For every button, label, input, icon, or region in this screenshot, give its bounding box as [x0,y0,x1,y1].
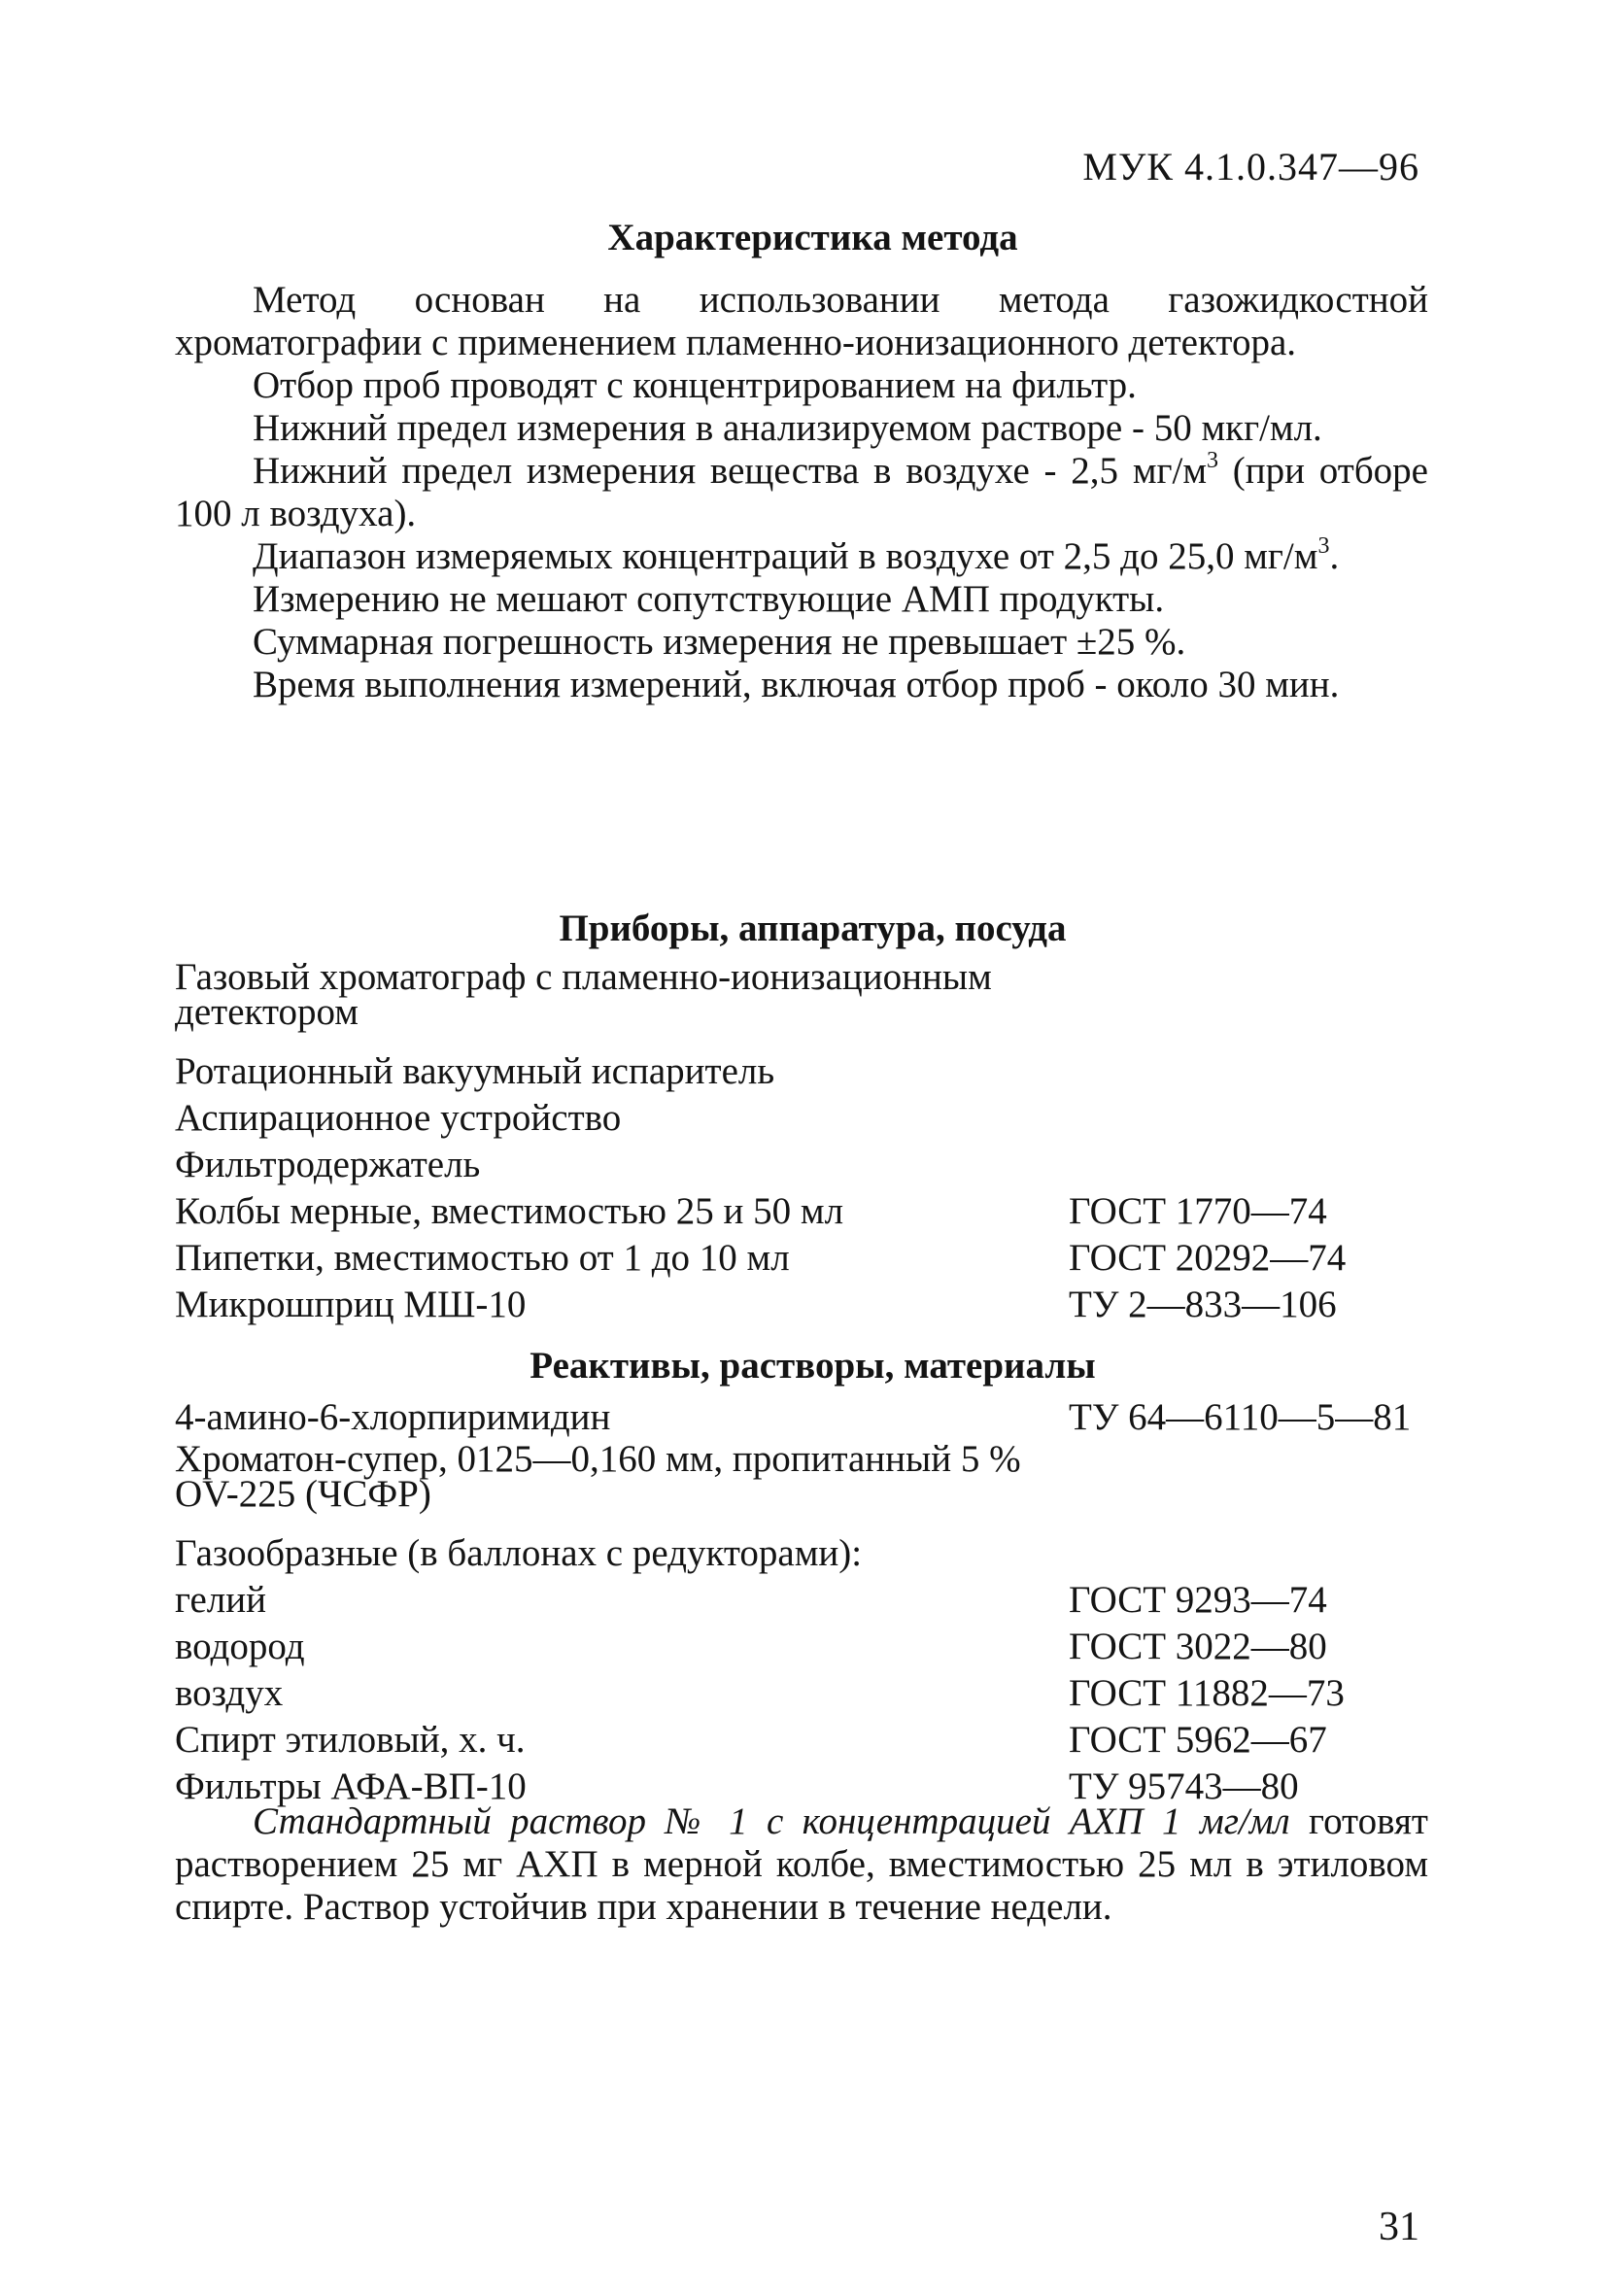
reagents-list [175,1395,1477,1811]
paragraph-lower-limit-solution: Нижний предел измерения в анализируемом растворе - 50 мкг/мл. [253,407,1322,449]
list-item [175,1143,1477,1189]
item-standard: ГОСТ 3022—80 [1069,1626,1327,1667]
paragraph-interference: Измерению не мешают сопутствующие АМП продукты. [253,578,1165,620]
paragraph-duration: Время выполнения измерений, включая отбор проб - около 30 мин. [253,664,1340,705]
list-item [175,1049,1477,1096]
list-item [175,1718,1477,1765]
item-name: Газообразные (в баллонах с редукторами): [175,1532,863,1574]
item-standard: ТУ 95743—80 [1069,1765,1299,1807]
item-standard: ТУ 64—6110—5—81 [1069,1396,1412,1438]
item-name: Фильтры АФА-ВП-10 [175,1765,527,1807]
text-fragment: (при отборе 100 л воздуха). [175,450,1428,534]
page-number: 31 [1379,2205,1419,2249]
solution-text: готовят растворением 25 мг АХП в мерной колбе, вместимостью 25 мл в этиловом спирте. Раствор устойчив при хранении в течение недели. [175,1800,1428,1928]
list-item [175,956,1477,1049]
item-name: Фильтродержатель [175,1144,481,1185]
document-code: МУК 4.1.0.347—96 [1082,145,1419,188]
paragraph-method-basis: Метод основан на использовании метода газожидкостной хроматографии с применением пламенно-ионизационного детектора. [175,279,1428,363]
list-item [175,1189,1477,1236]
paragraph-sampling: Отбор проб проводят с концентрированием на фильтр. [253,364,1137,406]
paragraph-lower-limit-air [175,450,1428,535]
list-item [175,1578,1477,1625]
equipment-list [175,956,1477,1329]
list-item [175,1283,1477,1329]
list-item [175,1395,1477,1442]
item-name: Хроматон-супер, 0125—0,160 мм, пропитанный 5 % OV-225 (ЧСФР) [175,1438,1021,1515]
item-standard: ГОСТ 1770—74 [1069,1190,1327,1232]
item-name: Колбы мерные, вместимостью 25 и 50 мл [175,1190,844,1232]
list-item [175,1671,1477,1718]
section-title-equipment: Приборы, аппаратура, посуда [559,908,1067,949]
item-standard: ГОСТ 9293—74 [1069,1579,1327,1621]
text-fragment: Нижний предел измерения вещества в воздухе - 2,5 мг/м [253,450,1208,492]
item-name: Микрошприц МШ-10 [175,1284,527,1325]
text-fragment: Диапазон измеряемых концентраций в воздухе от 2,5 до 25,0 мг/м [253,535,1318,577]
item-name: Газовый хроматограф с пламенно-ионизационным детектором [175,956,992,1033]
superscript: 3 [1207,448,1219,473]
superscript: 3 [1317,533,1330,559]
text-fragment: . [1329,535,1340,577]
item-name: Аспирационное устройство [175,1097,622,1139]
item-standard: ГОСТ 20292—74 [1069,1237,1347,1279]
list-item [175,1531,1477,1578]
item-name: воздух [175,1672,284,1714]
paragraph-range [175,535,1428,578]
list-item [175,1625,1477,1671]
item-standard: ГОСТ 5962—67 [1069,1719,1327,1761]
item-name: 4-амино-6-хлорпиримидин [175,1396,611,1438]
method-description [175,279,1428,706]
standard-solution-description [175,1800,1428,1929]
solution-lead: Стандартный раствор № 1 с концентрацией АХП 1 мг/мл [253,1800,1290,1842]
item-name: водород [175,1626,305,1667]
item-standard: ТУ 2—833—106 [1069,1284,1337,1325]
item-name: Пипетки, вместимостью от 1 до 10 мл [175,1237,790,1279]
item-name: гелий [175,1579,266,1621]
list-item [175,1096,1477,1143]
list-item [175,1438,1477,1531]
paragraph-standard-solution [175,1800,1428,1929]
section-title-reagents: Реактивы, растворы, материалы [530,1345,1096,1387]
section-title-method: Характеристика метода [607,217,1018,258]
item-standard: ГОСТ 11882—73 [1069,1672,1345,1714]
item-name: Спирт этиловый, х. ч. [175,1719,526,1761]
item-name: Ротационный вакуумный испаритель [175,1050,775,1092]
list-item [175,1236,1477,1283]
paragraph-error: Суммарная погрешность измерения не превышает ±25 %. [253,621,1186,663]
